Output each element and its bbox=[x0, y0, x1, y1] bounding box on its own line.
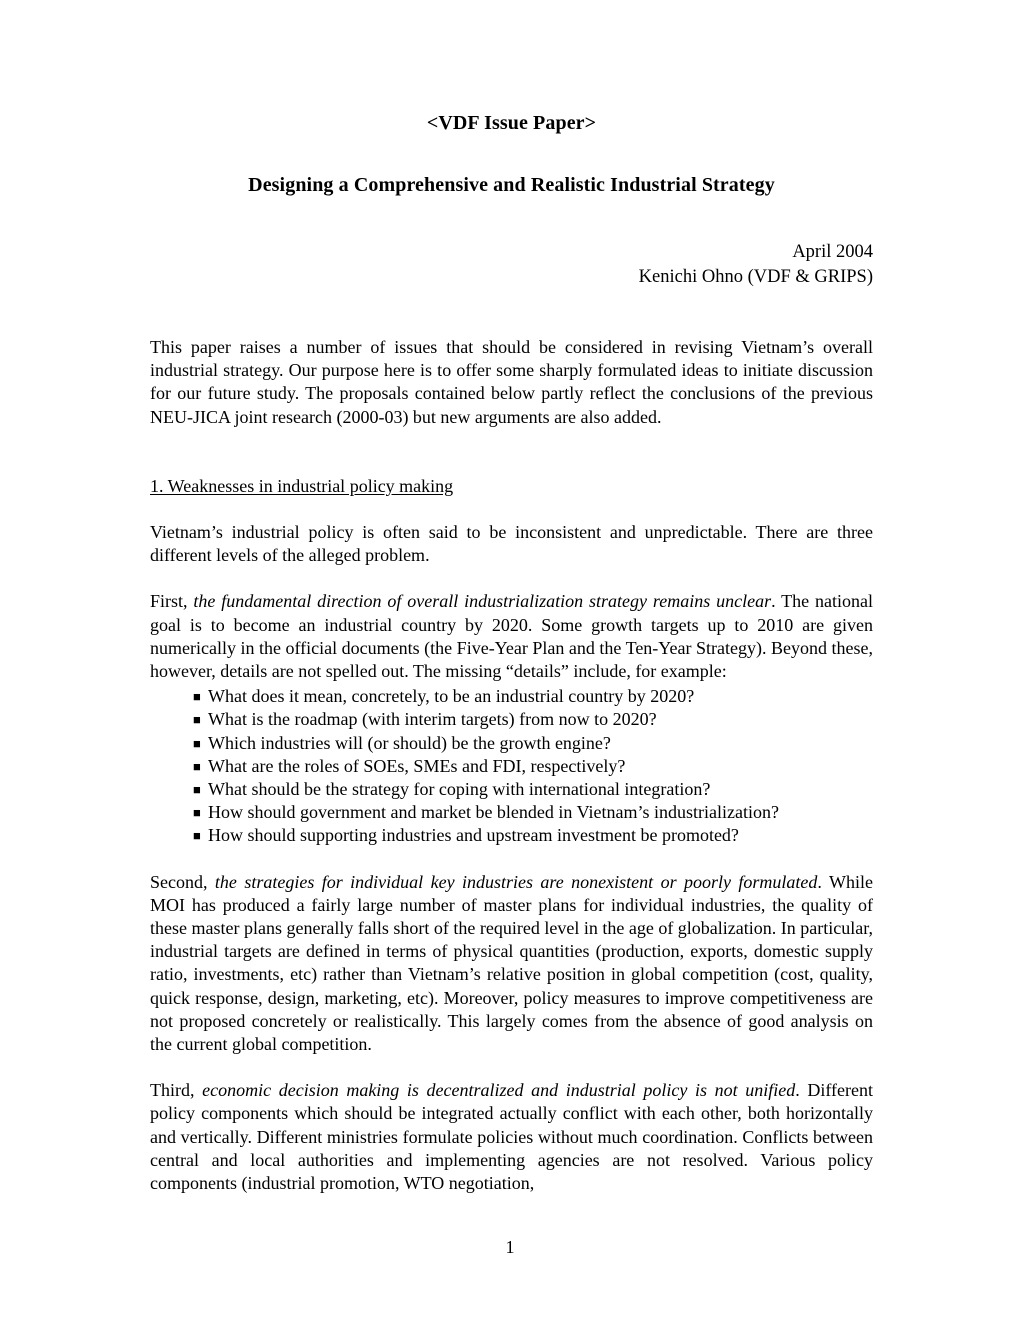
author-affiliation: Kenichi Ohno (VDF & GRIPS) bbox=[638, 267, 873, 287]
list-item-label: What should be the strategy for coping with international integration? bbox=[208, 779, 711, 800]
list-item-label: How should government and market be blended in Vietnam’s industrialization? bbox=[208, 802, 779, 823]
square-bullet-icon: ■ bbox=[193, 782, 201, 798]
byline bbox=[150, 198, 873, 290]
list-item-label: How should supporting industries and upstream investment be promoted? bbox=[208, 825, 739, 846]
list-item bbox=[150, 685, 873, 708]
first-point-lead: First, bbox=[150, 591, 194, 612]
missing-details-list bbox=[150, 683, 873, 847]
second-point-paragraph bbox=[150, 848, 873, 1057]
list-item bbox=[150, 801, 873, 824]
list-item bbox=[150, 778, 873, 801]
third-point-rest: . Different policy components which should be integrated actually conflict with each other, both horizontally and vertically. Different ministries formulate policies without much coordination. Conflicts between central and local authorities and implementing agencies are not resolved. Various policy components (industrial promotion, WTO negotiation, bbox=[150, 1080, 873, 1194]
square-bullet-icon: ■ bbox=[193, 689, 201, 705]
document-body bbox=[150, 110, 873, 1195]
third-point-paragraph bbox=[150, 1056, 873, 1195]
first-point-rest: . The national goal is to become an industrial country by 2020. Some growth targets up to 2010 are given numerically in the official documents (the Five-Year Plan and the Ten-Year Strategy). Beyond these, however, details are not spelled out. The missing “details” include, for example: bbox=[150, 591, 874, 682]
first-point-paragraph bbox=[150, 567, 873, 683]
list-item-label: What are the roles of SOEs, SMEs and FDI, respectively? bbox=[208, 755, 626, 776]
list-item-label: What does it mean, concretely, to be an industrial country by 2020? bbox=[208, 686, 695, 707]
intro-paragraph: This paper raises a number of issues that should be considered in revising Vietnam’s overall industrial strategy. Our purpose here is to offer some sharply formulated ideas to initiate discussion for our future study. The proposals contained below partly reflect the conclusions of the previous NEU-JICA joint research (2000-03) but new arguments are also added. bbox=[150, 337, 873, 427]
list-item bbox=[150, 824, 873, 847]
page-title: <VDF Issue Paper> bbox=[426, 112, 597, 134]
publication-date: April 2004 bbox=[792, 242, 873, 262]
second-point-rest: . While MOI has produced a fairly large number of master plans for individual industries, the quality of these master plans generally falls short of the required level in the age of globalization. In particular, industrial targets are defined in terms of physical quantities (production, exports, domestic supply ratio, investments, etc) rather than Vietnam’s relative position in global competition (cost, quality, quick response, design, marketing, etc). Moreover, policy measures to improve competitiveness are not proposed concretely or realistically. This largely comes from the absence of good analysis on the current global competition. bbox=[150, 871, 874, 1055]
square-bullet-icon: ■ bbox=[193, 828, 201, 844]
page-number: 1 bbox=[505, 1237, 515, 1257]
second-point-emphasis: the strategies for individual key industries are nonexistent or poorly formulated bbox=[214, 871, 818, 892]
list-item bbox=[150, 708, 873, 731]
list-item-label: Which industries will (or should) be the growth engine? bbox=[208, 732, 611, 753]
square-bullet-icon: ■ bbox=[193, 712, 201, 728]
list-item-label: What is the roadmap (with interim targets) from now to 2020? bbox=[208, 709, 657, 730]
section-heading-1-label: 1. Weaknesses in industrial policy making bbox=[150, 475, 454, 496]
second-point-lead: Second, bbox=[150, 871, 215, 892]
square-bullet-icon: ■ bbox=[193, 805, 201, 821]
third-point-lead: Third, bbox=[150, 1080, 203, 1101]
first-point-emphasis: the fundamental direction of overall industrialization strategy remains unclear bbox=[193, 591, 772, 612]
list-item bbox=[150, 755, 873, 778]
section-heading-1 bbox=[150, 429, 873, 498]
document-subtitle: Designing a Comprehensive and Realistic Industrial Strategy bbox=[248, 174, 775, 196]
section-1-intro-paragraph: Vietnam’s industrial policy is often said to be inconsistent and unpredictable. There are three different levels of the alleged problem. bbox=[150, 522, 873, 566]
square-bullet-icon: ■ bbox=[193, 735, 201, 751]
third-point-emphasis: economic decision making is decentralized and industrial policy is not unified bbox=[202, 1080, 796, 1101]
square-bullet-icon: ■ bbox=[193, 758, 201, 774]
list-item bbox=[150, 732, 873, 755]
